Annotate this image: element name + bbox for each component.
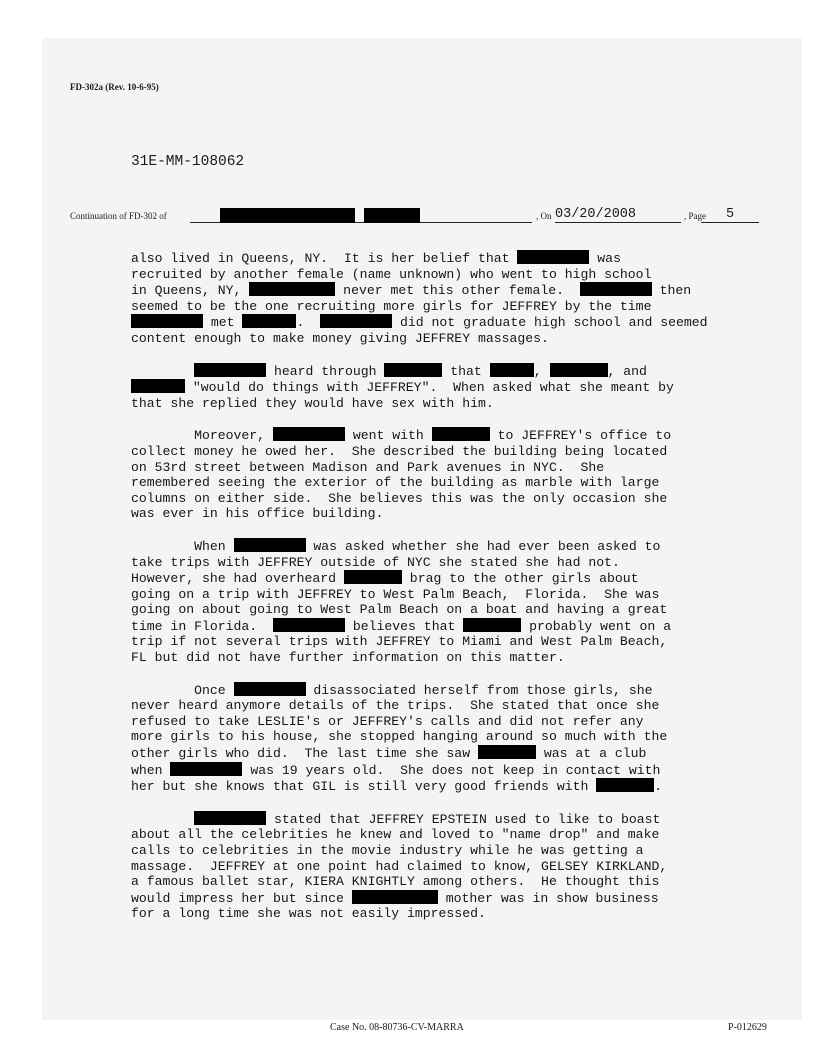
text-segment: never heard anymore details of the trips. She stated that once she xyxy=(131,698,660,714)
text-line xyxy=(131,762,781,779)
redaction-box xyxy=(478,745,536,759)
text-segment: was xyxy=(589,251,621,266)
redaction-box xyxy=(234,538,306,552)
text-segment: collect money he owed her. She described the building being located xyxy=(131,443,668,459)
redaction-box xyxy=(384,363,442,377)
text-line xyxy=(131,314,781,331)
text-segment: believes that xyxy=(344,618,464,634)
continuation-label: Continuation of FD-302 of xyxy=(70,211,167,221)
redaction-box xyxy=(550,363,608,377)
text-segment: a famous ballet star, KIERA KNIGHTLY among others. He thought this xyxy=(131,874,660,890)
case-number: Case No. 08-80736-CV-MARRA xyxy=(330,1022,464,1033)
form-id: FD-302a (Rev. 10-6-95) xyxy=(70,82,159,92)
redaction-box xyxy=(344,570,402,584)
text-line xyxy=(131,843,781,859)
text-segment: was ever in his office building. xyxy=(131,506,384,522)
paragraph xyxy=(131,811,781,922)
text-segment xyxy=(131,364,194,379)
report-body xyxy=(131,250,781,938)
text-segment: brag to the other girls about xyxy=(401,571,639,587)
text-line xyxy=(131,729,781,745)
text-segment: then xyxy=(651,283,692,299)
text-segment: more girls to his house, she stopped hanging around so much with the xyxy=(131,729,668,745)
text-line xyxy=(131,427,781,444)
text-line xyxy=(131,538,781,555)
text-segment: in Queens, NY, xyxy=(131,283,250,299)
text-segment: FL but did not have further information on this matter. xyxy=(131,650,565,666)
text-line xyxy=(131,874,781,890)
text-segment: on 53rd street between Madison and Park avenues in NYC. She xyxy=(131,459,605,475)
redaction-box xyxy=(131,379,185,393)
redaction-box xyxy=(170,762,242,776)
file-number: 31E-MM-108062 xyxy=(131,154,245,170)
text-segment: never met this other female. xyxy=(335,283,580,299)
text-segment: Moreover, xyxy=(131,428,273,444)
text-line xyxy=(131,827,781,843)
redaction-box xyxy=(352,890,438,904)
text-segment: about all the celebrities he knew and loved to "name drop" and make xyxy=(131,827,660,843)
text-segment xyxy=(131,812,194,827)
paragraph xyxy=(131,538,781,666)
text-line xyxy=(131,267,781,283)
text-segment: , xyxy=(533,363,550,379)
redaction-box xyxy=(432,427,490,441)
text-line xyxy=(131,460,781,476)
text-line xyxy=(131,650,781,666)
redaction-box xyxy=(273,427,345,441)
paragraph xyxy=(131,250,781,347)
text-line xyxy=(131,587,781,603)
text-segment: take trips with JEFFREY outside of NYC she stated she had not. xyxy=(131,554,620,570)
redaction-box xyxy=(364,208,420,223)
redaction-box xyxy=(273,618,345,632)
text-line xyxy=(131,250,781,267)
text-line xyxy=(131,491,781,507)
redaction-box xyxy=(242,314,296,328)
text-segment: seemed to be the one recruiting more girls for JEFFREY by the time xyxy=(131,298,652,314)
text-segment: probably went on a xyxy=(521,618,672,634)
text-segment: However, she had overheard xyxy=(131,571,344,587)
redaction-box xyxy=(194,363,266,377)
text-segment: , and xyxy=(607,363,647,379)
text-line xyxy=(131,745,781,762)
text-segment: When xyxy=(131,538,234,554)
text-line xyxy=(131,570,781,587)
text-segment: went with xyxy=(344,428,432,444)
page-label: , Page xyxy=(684,211,706,221)
text-segment: heard through xyxy=(266,363,385,379)
text-line xyxy=(131,506,781,522)
text-line xyxy=(131,363,781,380)
text-segment: Once xyxy=(131,682,234,698)
text-line xyxy=(131,475,781,491)
text-segment: for a long time she was not easily impressed. xyxy=(131,906,486,922)
redaction-box xyxy=(320,314,392,328)
text-segment: going on about going to West Palm Beach on a boat and having a great xyxy=(131,602,668,618)
text-segment: content enough to make money giving JEFFREY massages. xyxy=(131,330,549,346)
text-line xyxy=(131,682,781,699)
redaction-box xyxy=(194,811,266,825)
paragraph xyxy=(131,363,781,412)
text-line xyxy=(131,618,781,635)
redaction-box xyxy=(463,618,521,632)
text-line xyxy=(131,634,781,650)
paragraph xyxy=(131,682,781,795)
text-segment: when xyxy=(131,762,171,778)
text-line xyxy=(131,906,781,922)
text-line xyxy=(131,602,781,618)
text-segment: also lived in Queens, NY. It is her belief that xyxy=(131,251,518,266)
text-line xyxy=(131,778,781,795)
page-number: 5 xyxy=(701,208,759,223)
text-line xyxy=(131,299,781,315)
text-segment: was at a club xyxy=(535,746,647,762)
text-segment: trip if not several trips with JEFFREY to Miami and West Palm Beach, xyxy=(131,634,668,650)
text-line xyxy=(131,331,781,347)
text-line xyxy=(131,282,781,299)
text-line xyxy=(131,811,781,828)
text-segment: disassociated herself from those girls, she xyxy=(305,682,653,698)
text-segment: that she replied they would have sex with him. xyxy=(131,395,494,411)
redaction-box xyxy=(517,250,589,264)
text-segment: calls to celebrities in the movie industry while he was getting a xyxy=(131,843,644,858)
text-line xyxy=(131,396,781,412)
interview-date: 03/20/2008 xyxy=(555,208,681,223)
text-line xyxy=(131,555,781,571)
text-segment: other girls who did. The last time she saw xyxy=(131,746,478,762)
text-segment: did not graduate high school and seemed xyxy=(392,315,708,331)
text-segment: was asked whether she had ever been asked to xyxy=(305,538,661,554)
text-segment: remembered seeing the exterior of the building as marble with large xyxy=(131,475,660,491)
text-segment: met xyxy=(203,315,243,331)
text-segment: massage. JEFFREY at one point had claimed to know, GELSEY KIRKLAND, xyxy=(131,858,668,874)
text-segment: would impress her but since xyxy=(131,890,352,906)
text-segment: refused to take LESLIE's or JEFFREY's calls and did not refer any xyxy=(131,713,644,729)
text-line xyxy=(131,444,781,460)
redaction-box xyxy=(249,282,335,296)
text-segment: recruited by another female (name unknown) who went to high school xyxy=(131,266,652,282)
redaction-box xyxy=(490,363,534,377)
text-line xyxy=(131,859,781,875)
paragraph xyxy=(131,427,781,522)
text-line xyxy=(131,379,781,396)
text-segment: . xyxy=(654,779,663,795)
text-segment: was 19 years old. She does not keep in contact with xyxy=(242,762,661,778)
continuation-row xyxy=(70,208,770,226)
text-segment: mother was in show business xyxy=(437,890,659,906)
text-line xyxy=(131,890,781,907)
text-segment: stated that JEFFREY EPSTEIN used to like to boast xyxy=(266,811,661,827)
text-line xyxy=(131,714,781,730)
text-segment: "would do things with JEFFREY". When asked what she meant by xyxy=(185,380,674,396)
text-line xyxy=(131,698,781,714)
redaction-box xyxy=(131,314,203,328)
text-segment: time in Florida. xyxy=(131,618,273,634)
text-segment: that xyxy=(442,363,490,379)
text-segment: to JEFFREY's office to xyxy=(489,428,672,444)
redaction-box xyxy=(596,778,654,792)
text-segment: . xyxy=(296,315,321,331)
text-segment: going on a trip with JEFFREY to West Palm Beach, Florida. She was xyxy=(131,586,660,602)
redaction-box xyxy=(220,208,355,223)
text-segment: columns on either side. She believes this was the only occasion she xyxy=(131,490,668,506)
text-segment: her but she knows that GIL is still very good friends with xyxy=(131,779,597,795)
redaction-box xyxy=(234,682,306,696)
on-label: , On xyxy=(536,211,552,221)
redaction-box xyxy=(580,282,652,296)
bates-number: P-012629 xyxy=(728,1022,767,1033)
